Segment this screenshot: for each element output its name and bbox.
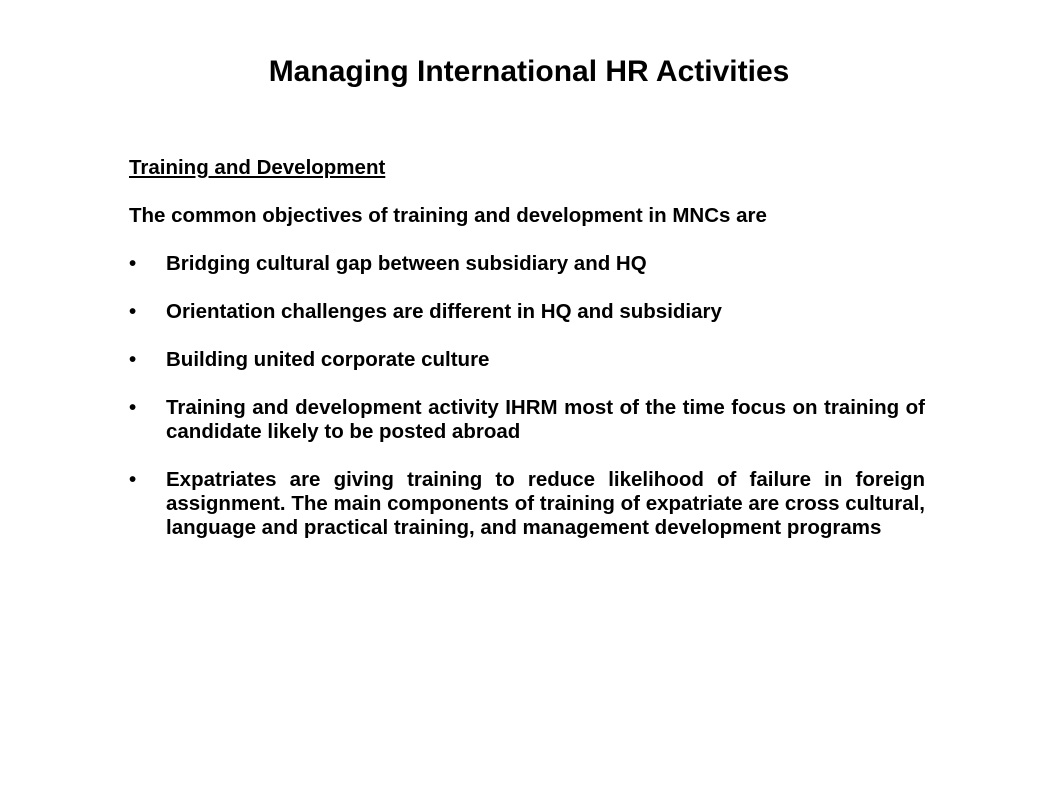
- bullet-item: [129, 252, 925, 276]
- slide-content: [129, 156, 925, 540]
- bullet-marker: •: [129, 468, 137, 491]
- slide-title: Managing International HR Activities: [268, 55, 790, 88]
- bullet-text: Expatriates are giving training to reduce likelihood of failure in foreign assignment. The main components of training of expatriate are cross cultural, language and practical training, and management development programs: [166, 468, 925, 539]
- bullet-item: [129, 348, 925, 372]
- bullet-text: Bridging cultural gap between subsidiary and HQ: [166, 252, 647, 275]
- intro-text: The common objectives of training and development in MNCs are: [129, 204, 767, 227]
- bullet-text: Training and development activity IHRM most of the time focus on training of candidate likely to be posted abroad: [166, 396, 925, 443]
- section-heading: Training and Development: [129, 156, 386, 179]
- bullet-marker: •: [129, 300, 137, 323]
- bullet-item: [129, 300, 925, 324]
- bullet-text: Building united corporate culture: [166, 348, 490, 371]
- bullet-marker: •: [129, 348, 137, 371]
- bullet-item: [129, 396, 925, 444]
- bullet-text: Orientation challenges are different in HQ and subsidiary: [166, 300, 722, 323]
- bullet-marker: •: [129, 252, 137, 275]
- bullet-item: [129, 468, 925, 540]
- bullet-list: [129, 252, 925, 540]
- bullet-marker: •: [129, 396, 137, 419]
